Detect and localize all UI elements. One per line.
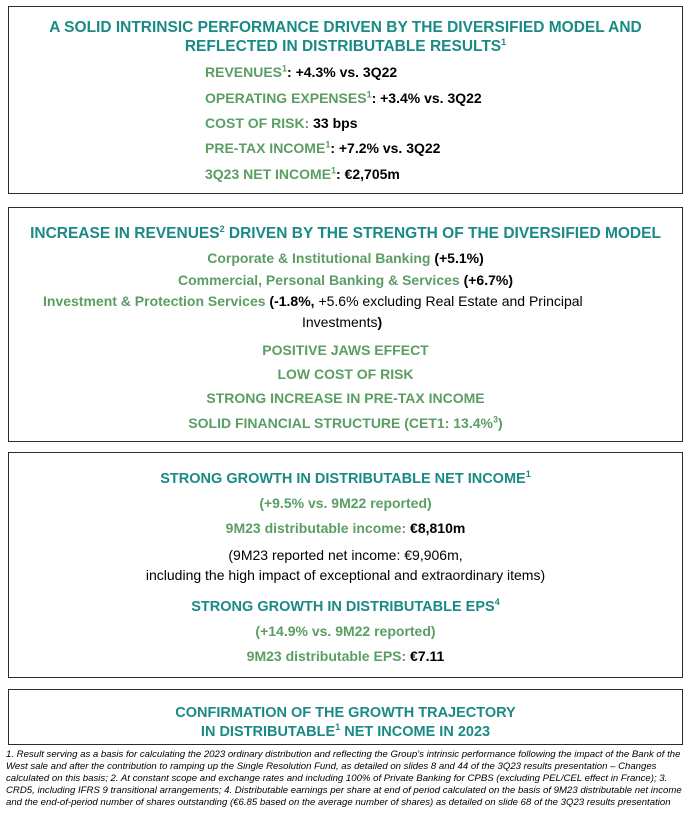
- solid-structure-line: SOLID FINANCIAL STRUCTURE (CET1: 13.4%$^3$): [188, 414, 503, 431]
- distributable-income-line: 9M23 distributable income: €8,810m: [225, 520, 466, 536]
- distributable-net-income-title: STRONG GROWTH IN DISTRIBUTABLE NET INCOME$^1$: [160, 469, 531, 487]
- growth-trajectory-title: [9, 704, 682, 742]
- net-income-growth: (+9.5% vs. 9M22 reported): [259, 495, 432, 511]
- box1-title-line1: A SOLID INTRINSIC PERFORMANCE DRIVEN BY THE DIVERSIFIED MODEL AND: [49, 19, 642, 36]
- footnotes: 1. Result serving as a basis for calculating the 2023 ordinary distribution and reflecting the Group’s intrinsic performance following the impact of the Bank of the West sale and after the contribution to ramping up the Single Resolution Fund, as detailed on slides 8 and 44 of the 3Q23 results presentation – Changes calculated on this basis; 2. At constant scope and exchange rates and including 100% of Private Banking for CPBS (excluding PEL/CEL effect in France); 3. CRD5, including IFRS 9 transitional arrangements; 4. Distributable earnings per share at end of period calculated on the basis of 9M23 distributable net income and the end-of-period number of shares outstanding (€6.85 based on the average number of shares) as detailed on slide 68 of the 3Q23 results presentation: [6, 749, 682, 808]
- box2-title: INCREASE IN REVENUES$^2$ DRIVEN BY THE STRENGTH OF THE DIVERSIFIED MODEL: [30, 223, 661, 242]
- reported-net-income-line2: including the high impact of exceptional and extraordinary items): [145, 567, 546, 583]
- box1-title-line2: REFLECTED IN DISTRIBUTABLE RESULTS$^1$: [184, 36, 507, 55]
- growth-trajectory-line1: CONFIRMATION OF THE GROWTH TRAJECTORY: [175, 705, 516, 721]
- ips-line-continued: Investments): [302, 314, 383, 330]
- eps-growth: (+14.9% vs. 9M22 reported): [255, 623, 436, 639]
- net-income-row: 3Q23 NET INCOME$^1$: €2,705m: [205, 165, 400, 182]
- positive-jaws-line: POSITIVE JAWS EFFECT: [262, 342, 429, 358]
- ips-line: Investment & Protection Services (-1.8%, +5.6% excluding Real Estate and Principal: [43, 293, 583, 309]
- growth-trajectory-box: [8, 689, 683, 745]
- distributable-growth-box: [8, 452, 683, 678]
- revenues-increase-box: [8, 207, 683, 442]
- low-cost-of-risk-line: LOW COST OF RISK: [277, 366, 414, 382]
- operating-expenses-row: OPERATING $EXPENSES^1$: +3.4% vs. 3Q22: [205, 89, 482, 106]
- revenues-row: $REVENUES^1$: +4.3% vs. 3Q22: [205, 63, 398, 80]
- distributable-eps-title: STRONG GROWTH IN DISTRIBUTABLE EPS$^4$: [191, 597, 500, 615]
- cost-of-risk-row: COST OF RISK: 33 bps: [205, 115, 358, 131]
- distributable-eps-line: 9M23 distributable EPS: €7.11: [246, 648, 445, 664]
- cib-line: Corporate & Institutional Banking (+5.1%): [207, 250, 484, 266]
- cpbs-line: Commercial, Personal Banking & Services (+6.7%): [178, 272, 513, 288]
- pre-tax-increase-line: STRONG INCREASE IN PRE-TAX INCOME: [206, 390, 485, 406]
- intrinsic-performance-box: [8, 6, 683, 194]
- reported-net-income-line1: (9M23 reported net income: €9,906m,: [228, 547, 463, 563]
- box1-title: [9, 18, 682, 56]
- pre-tax-income-row: PRE-TAX $INCOME^1$: +7.2% vs. 3Q22: [205, 139, 441, 156]
- growth-trajectory-line2: IN DISTRIBUTABLE$^1$ NET INCOME IN 2023: [200, 722, 491, 740]
